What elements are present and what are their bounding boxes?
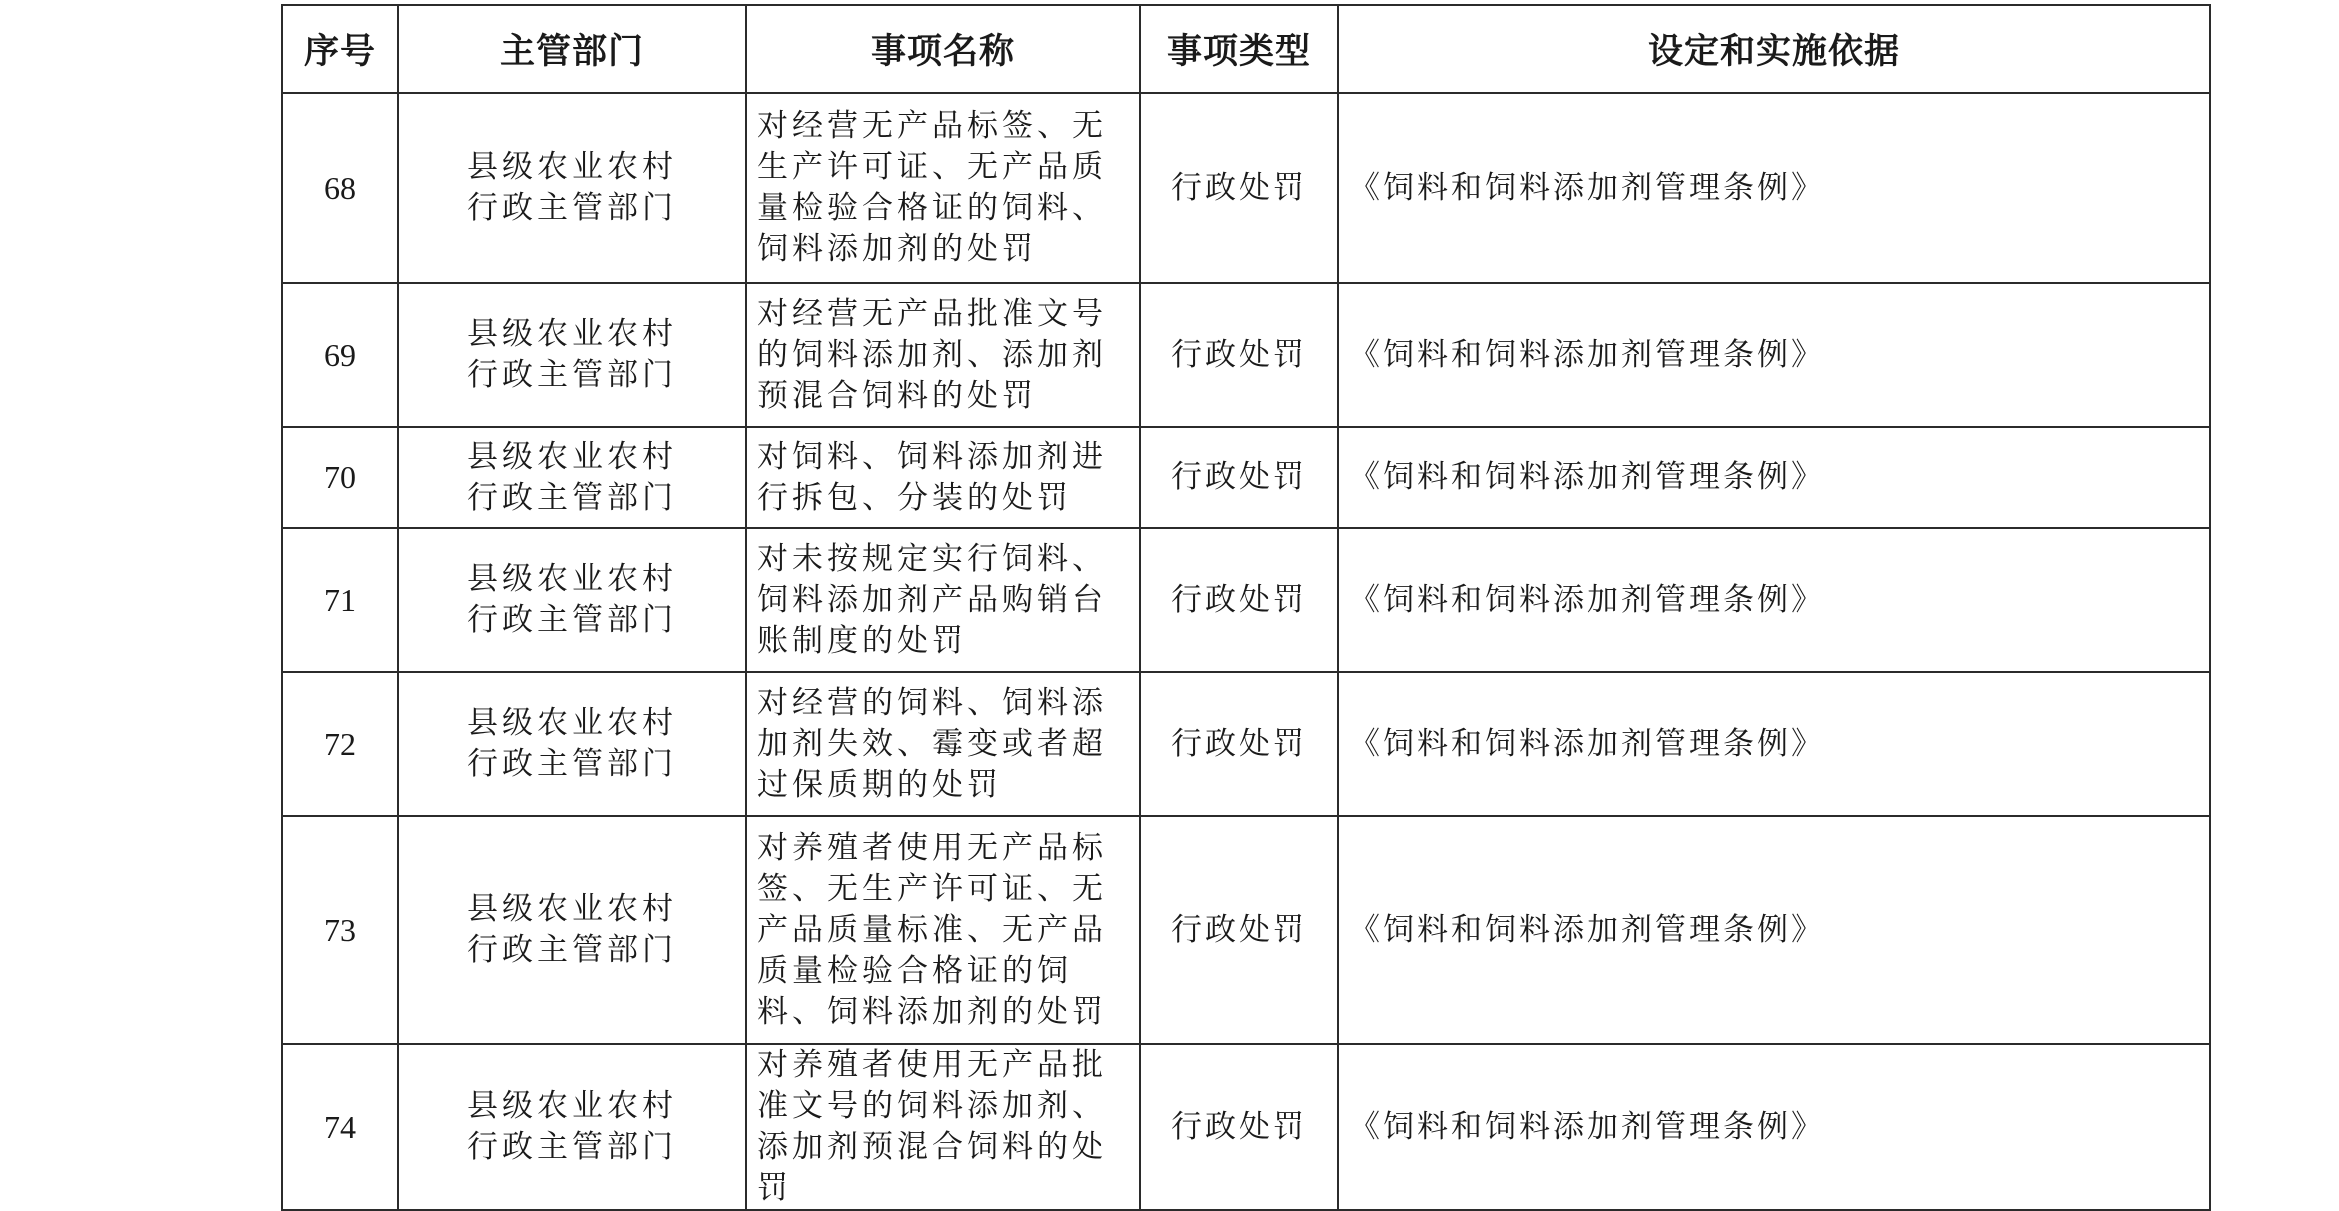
department-line-2: 行政主管部门: [467, 602, 677, 638]
cell-department: [398, 427, 746, 528]
cell-item-name: 对经营的饲料、饲料添加剂失效、霉变或者超过保质期的处罚: [746, 672, 1140, 816]
department-line-1: 县级农业农村: [467, 561, 677, 597]
cell-item-type: 行政处罚: [1140, 283, 1338, 427]
header-item-type: 事项类型: [1140, 5, 1338, 93]
table-row: [282, 283, 2210, 427]
cell-seq: 73: [282, 816, 398, 1044]
cell-item-type: 行政处罚: [1140, 1044, 1338, 1210]
cell-seq: 71: [282, 528, 398, 672]
cell-department: [398, 93, 746, 283]
cell-item-type: 行政处罚: [1140, 427, 1338, 528]
cell-item-name: 对养殖者使用无产品批准文号的饲料添加剂、添加剂预混合饲料的处罚: [746, 1044, 1140, 1210]
cell-seq: 72: [282, 672, 398, 816]
department-line-1: 县级农业农村: [467, 1088, 677, 1124]
department-line-2: 行政主管部门: [467, 932, 677, 968]
department-line-1: 县级农业农村: [467, 316, 677, 352]
cell-item-name: 对经营无产品标签、无生产许可证、无产品质量检验合格证的饲料、饲料添加剂的处罚: [746, 93, 1140, 283]
administrative-penalty-table: [281, 4, 2211, 1211]
cell-seq: 68: [282, 93, 398, 283]
cell-department: [398, 672, 746, 816]
department-line-1: 县级农业农村: [467, 438, 677, 475]
cell-item-type: 行政处罚: [1140, 528, 1338, 672]
cell-item-type: 行政处罚: [1140, 93, 1338, 283]
header-legal-basis: 设定和实施依据: [1338, 5, 2210, 93]
cell-item-name: 对未按规定实行饲料、饲料添加剂产品购销台账制度的处罚: [746, 528, 1140, 672]
department-line-2: 行政主管部门: [467, 1129, 677, 1165]
cell-department: [398, 283, 746, 427]
cell-item-type: 行政处罚: [1140, 816, 1338, 1044]
cell-seq: 70: [282, 427, 398, 528]
cell-legal-basis: 《饲料和饲料添加剂管理条例》: [1338, 93, 2210, 283]
department-line-2: 行政主管部门: [467, 190, 677, 226]
cell-legal-basis: 《饲料和饲料添加剂管理条例》: [1338, 427, 2210, 528]
department-line-1: 县级农业农村: [467, 891, 677, 927]
table-row: [282, 816, 2210, 1044]
header-department: 主管部门: [398, 5, 746, 93]
table-row: [282, 93, 2210, 283]
table-row: [282, 1044, 2210, 1210]
department-line-1: 县级农业农村: [467, 705, 677, 741]
department-line-2: 行政主管部门: [467, 357, 677, 393]
cell-department: [398, 528, 746, 672]
header-item-name: 事项名称: [746, 5, 1140, 93]
table-row: [282, 427, 2210, 528]
cell-item-name: 对养殖者使用无产品标签、无生产许可证、无产品质量标准、无产品质量检验合格证的饲料、饲料添加剂的处罚: [746, 816, 1140, 1044]
cell-legal-basis: 《饲料和饲料添加剂管理条例》: [1338, 283, 2210, 427]
department-line-1: 县级农业农村: [467, 149, 677, 185]
cell-legal-basis: 《饲料和饲料添加剂管理条例》: [1338, 528, 2210, 672]
cell-legal-basis: 《饲料和饲料添加剂管理条例》: [1338, 672, 2210, 816]
cell-department: [398, 1044, 746, 1210]
cell-item-name: 对饲料、饲料添加剂进行拆包、分装的处罚: [746, 427, 1140, 528]
cell-legal-basis: 《饲料和饲料添加剂管理条例》: [1338, 816, 2210, 1044]
cell-seq: 69: [282, 283, 398, 427]
department-line-2: 行政主管部门: [467, 746, 677, 782]
table-row: [282, 672, 2210, 816]
document-table-container: [281, 4, 2209, 1211]
cell-legal-basis: 《饲料和饲料添加剂管理条例》: [1338, 1044, 2210, 1210]
cell-seq: 74: [282, 1044, 398, 1210]
cell-item-name: 对经营无产品批准文号的饲料添加剂、添加剂预混合饲料的处罚: [746, 283, 1140, 427]
cell-item-type: 行政处罚: [1140, 672, 1338, 816]
header-seq: 序号: [282, 5, 398, 93]
table-header-row: [282, 5, 2210, 93]
cell-department: [398, 816, 746, 1044]
table-row: [282, 528, 2210, 672]
department-line-2: 行政主管部门: [467, 479, 677, 516]
